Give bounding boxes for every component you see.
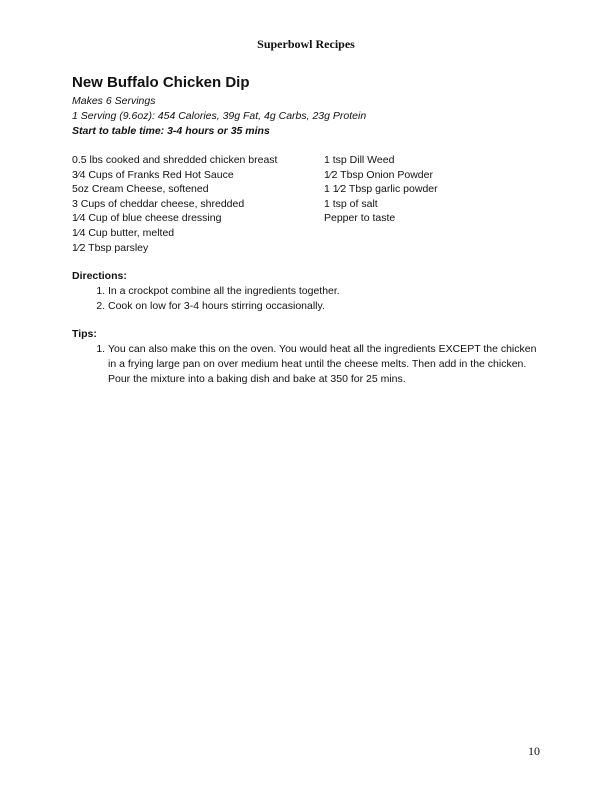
ingredient-item: 1 tsp Dill Weed (324, 154, 395, 166)
ingredient-item: 3⁄4 Cups of Franks Red Hot Sauce (72, 168, 234, 181)
page-header: Superbowl Recipes (257, 37, 355, 51)
ingredient-item: Pepper to taste (324, 212, 396, 225)
tips-heading: Tips: (72, 328, 97, 341)
ingredient-item: 1 1⁄2 Tbsp garlic powder (324, 183, 438, 196)
recipe (72, 74, 542, 386)
ingredient-item: 1⁄2 Tbsp Onion Powder (324, 168, 433, 181)
recipe-time: Start to table time: 3-4 hours or 35 mins (72, 125, 270, 137)
ingredient-item: 1 tsp of salt (324, 197, 378, 210)
ingredient-item: 1⁄4 Cup butter, melted (72, 226, 175, 239)
ingredients-column-right (324, 153, 524, 255)
ingredient-item: 1⁄4 Cup of blue cheese dressing (72, 212, 222, 225)
page-number: 10 (528, 744, 540, 758)
directions-list (72, 284, 542, 313)
ingredient-item: 0.5 lbs cooked and shredded chicken breast (72, 154, 278, 166)
ingredients (72, 153, 542, 255)
recipe-servings: Makes 6 Servings (72, 95, 156, 107)
ingredient-item: 5oz Cream Cheese, softened (72, 183, 209, 196)
ingredients-column-left (72, 153, 324, 255)
recipe-title: New Buffalo Chicken Dip (72, 74, 250, 91)
tip-item: 1. You can also make this on the oven. You would heat all the ingredients EXCEPT the chicken in a frying large pan on over medium heat until the cheese melts. Then add in the chicken. Pour the mixture into a baking dish and bake at 350 for 25 mins. (108, 342, 542, 386)
tips-list (72, 342, 542, 386)
directions-heading: Directions: (72, 270, 127, 283)
recipe-nutrition: 1 Serving (9.6oz): 454 Calories, 39g Fat, 4g Carbs, 23g Protein (72, 110, 367, 122)
direction-step: 1. In a crockpot combine all the ingredients together. (108, 284, 542, 299)
ingredient-item: 1⁄2 Tbsp parsley (72, 241, 149, 254)
ingredient-item: 3 Cups of cheddar cheese, shredded (72, 197, 245, 210)
direction-step: 2. Cook on low for 3-4 hours stirring occasionally. (108, 299, 542, 314)
